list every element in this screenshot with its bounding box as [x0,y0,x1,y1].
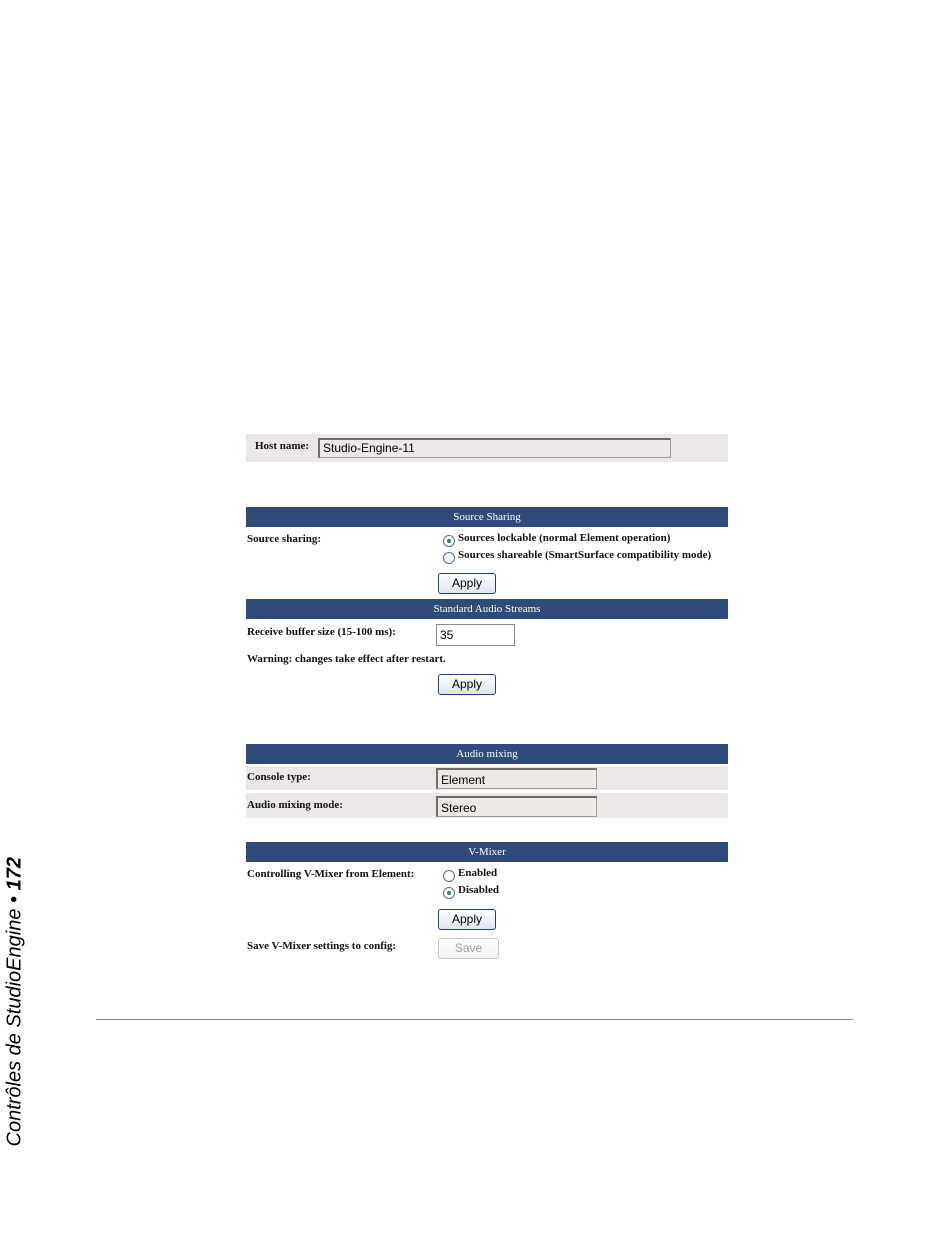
page-number: 172 [3,857,26,891]
vmixer-header: V-Mixer [246,842,728,862]
audio-mixing-mode-field: Stereo [436,796,597,817]
source-sharing-label: Source sharing: [247,533,322,545]
source-sharing-header: Source Sharing [246,507,728,527]
buffer-size-input[interactable]: 35 [436,624,515,646]
host-name-label: Host name: [255,440,310,452]
console-type-row [246,766,728,790]
buffer-size-label: Receive buffer size (15-100 ms): [247,626,396,638]
vmixer-control-label: Controlling V-Mixer from Element: [247,868,415,880]
sources-lockable-label: Sources lockable (normal Element operation) [458,532,671,544]
audio-mixing-mode-row [246,793,728,818]
vmixer-save-button[interactable]: Save [438,938,499,959]
console-type-label: Console type: [247,771,311,783]
source-sharing-section [246,507,728,597]
restart-warning: Warning: changes take effect after restart. [247,653,446,665]
vmixer-enabled-label: Enabled [458,867,498,879]
save-vmixer-label: Save V-Mixer settings to config: [247,940,397,952]
console-type-field: Element [436,768,597,789]
sources-shareable-label: Sources shareable (SmartSurface compatibility mode) [458,549,712,561]
page-side-caption [3,857,27,1147]
audio-mixing-header: Audio mixing [246,744,728,764]
audio-streams-section [246,599,728,699]
bullet: • [3,895,26,903]
audio-streams-header: Standard Audio Streams [246,599,728,619]
vmixer-apply-button[interactable]: Apply [438,909,496,930]
host-panel [246,434,728,462]
audio-streams-apply-button[interactable]: Apply [438,674,496,695]
vmixer-disabled-radio[interactable] [443,887,455,899]
vmixer-enabled-radio[interactable] [443,870,455,882]
sources-lockable-radio[interactable] [443,535,455,547]
vmixer-section [246,842,728,962]
footer-rule [96,1019,853,1020]
source-sharing-apply-button[interactable]: Apply [438,573,496,594]
host-name-field: Studio-Engine-11 [318,438,671,458]
sources-shareable-radio[interactable] [443,552,455,564]
audio-mixing-section [246,744,728,820]
section-title: Contrôles de StudioEngine [3,908,26,1147]
audio-mixing-mode-label: Audio mixing mode: [247,799,343,811]
vmixer-disabled-label: Disabled [458,884,499,896]
